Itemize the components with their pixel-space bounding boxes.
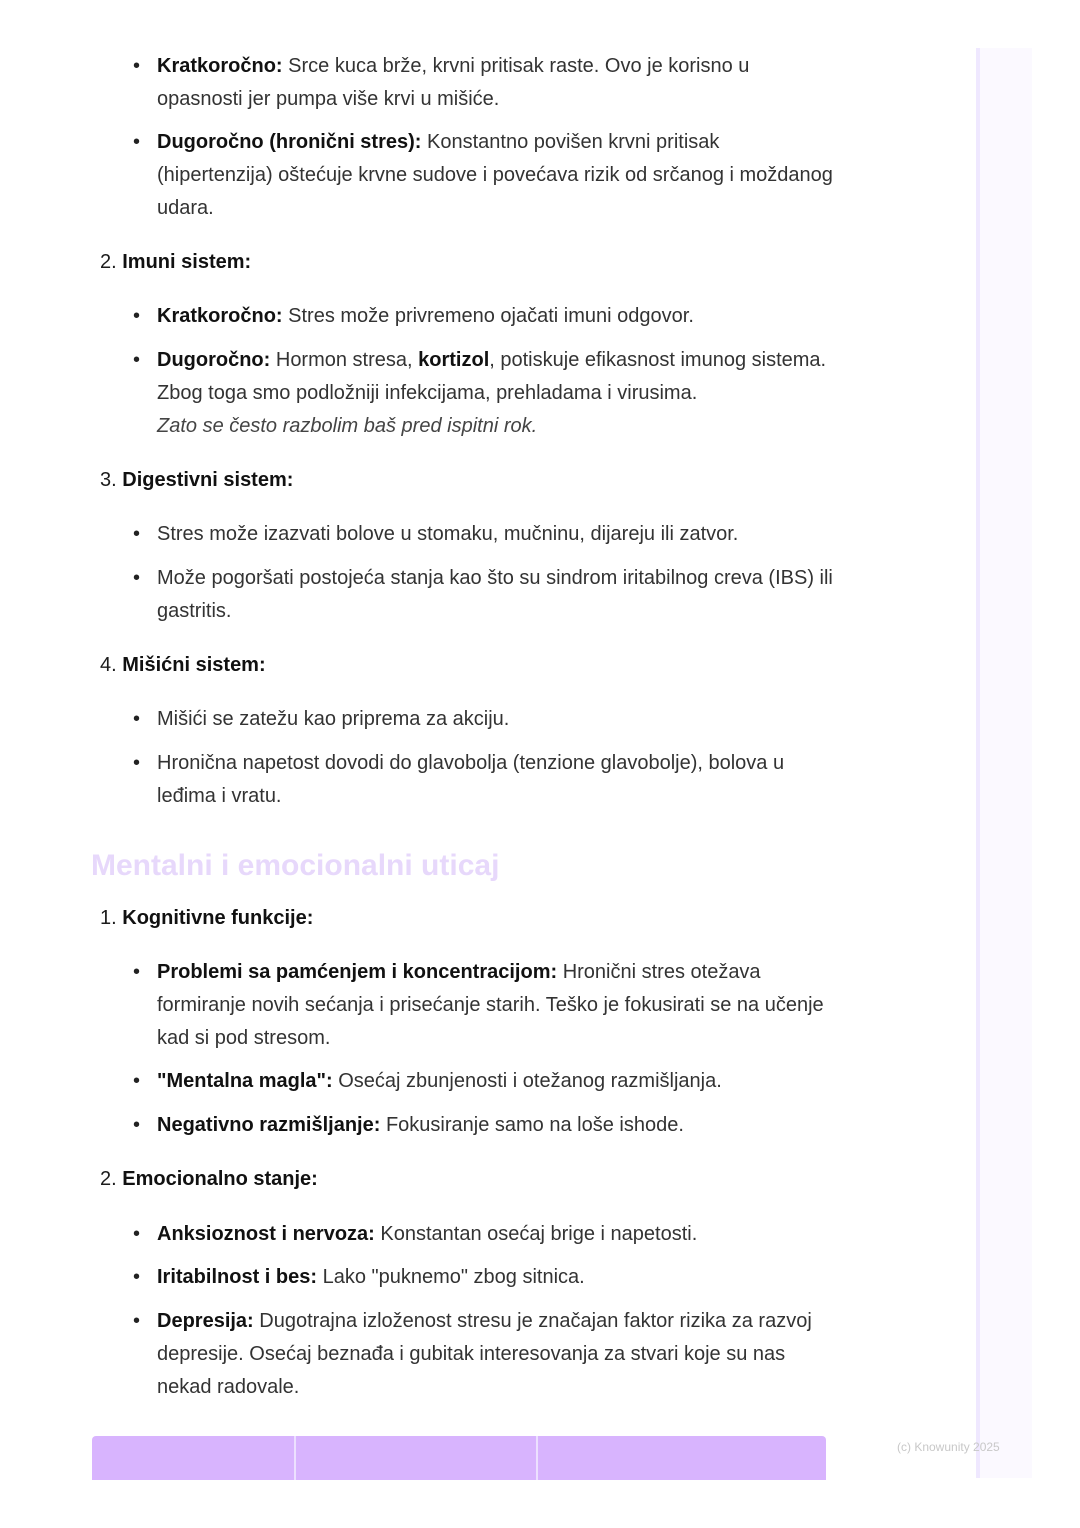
table-header-cell [536,1436,826,1480]
bullet-text: Osećaj zbunjenosti i otežanog razmišljanja. [332,1070,722,1092]
right-margin-panel [976,48,1032,1478]
numbered-item [100,246,251,279]
bullet-bold-inline: kortizol [418,349,490,371]
bullet-text: Fokusiranje samo na loše ishode. [380,1114,684,1136]
copyright-footer: (c) Knowunity 2025 [897,1440,1000,1454]
numbered-item [100,649,266,682]
bullet-text: Srce kuca brže, krvni pritisak raste. Ovo je korisno u opasnosti jer pumpa više krvi u mišiće. [157,55,750,110]
item-number: 2. [100,251,117,273]
item-title: Emocionalno stanje: [122,1168,318,1190]
bullet-bold: Iritabilnost i bes: [157,1266,318,1288]
numbered-item [100,464,293,497]
bullet-text: Hormon stresa, [270,349,419,371]
bullet-text: Konstantan osećaj brige i napetosti. [374,1223,698,1245]
bullet-bold: "Mentalna magla": [157,1070,333,1092]
bullet-text: Mišići se zatežu kao priprema za akciju. [157,708,510,730]
list-item [133,747,833,813]
item-title: Digestivni sistem: [122,469,294,491]
bullet-text: , potiskuje efikasnost imunog sistema. Zbog toga smo podložniji infekcijama, prehladama i virusima. [157,349,827,404]
bullet-bold: Kratkoročno: [157,305,283,327]
numbered-item [100,1163,318,1196]
bullet-bold: Depresija: [157,1310,254,1332]
list-item [133,50,833,116]
list-item [133,1305,833,1404]
bullet-text: Lako "puknemo" zbog sitnica. [317,1266,585,1288]
list-item [133,1218,833,1251]
section-heading: Mentalni i emocionalni uticaj [91,849,500,882]
list-item [133,1109,833,1142]
italic-note: Zato se često razbolim baš pred ispitni rok. [157,415,538,437]
bullet-text: Hronični stres otežava formiranje novih sećanja i prisećanje starih. Teško je fokusirati se na učenje kad si pod stresom. [157,961,824,1049]
bullet-bold: Negativno razmišljanje: [157,1114,381,1136]
bullet-bold: Dugoročno (hronični stres): [157,131,422,153]
item-number: 1. [100,907,117,929]
bullet-text: Stres može izazvati bolove u stomaku, mučninu, dijareju ili zatvor. [157,523,739,545]
list-item [133,956,833,1055]
bullet-text: Hronična napetost dovodi do glavobolja (tenzione glavobolje), bolova u leđima i vratu. [157,752,785,807]
item-number: 2. [100,1168,117,1190]
item-title: Kognitivne funkcije: [122,907,314,929]
item-number: 4. [100,654,117,676]
bullet-text: Konstantno povišen krvni pritisak (hipertenzija) oštećuje krvne sudove i povećava rizik od srčanog i moždanog udara. [157,131,833,219]
item-title: Mišićni sistem: [122,654,266,676]
item-number: 3. [100,469,117,491]
item-title: Imuni sistem: [122,251,252,273]
list-item [133,126,833,225]
list-item [133,344,833,443]
bullet-bold: Anksioznost i nervoza: [157,1223,375,1245]
list-item [133,562,833,628]
list-item [133,703,833,736]
list-item [133,300,833,333]
table-header-cell [92,1436,294,1480]
table-header-row [92,1436,826,1480]
bullet-text: Može pogoršati postojeća stanja kao što su sindrom iritabilnog creva (IBS) ili gastritis. [157,567,833,622]
bullet-text: Stres može privremeno ojačati imuni odgovor. [282,305,694,327]
table-header-cell [294,1436,536,1480]
bullet-bold: Kratkoročno: [157,55,283,77]
list-item [133,1261,833,1294]
bullet-text: Dugotrajna izloženost stresu je značajan faktor rizika za razvoj depresije. Osećaj beznađa i gubitak interesovanja za stvari koje su nas nekad radovale. [157,1310,812,1398]
list-item [133,1065,833,1098]
numbered-item [100,902,313,935]
bullet-bold: Dugoročno: [157,349,271,371]
list-item [133,518,833,551]
bullet-bold: Problemi sa pamćenjem i koncentracijom: [157,961,558,983]
